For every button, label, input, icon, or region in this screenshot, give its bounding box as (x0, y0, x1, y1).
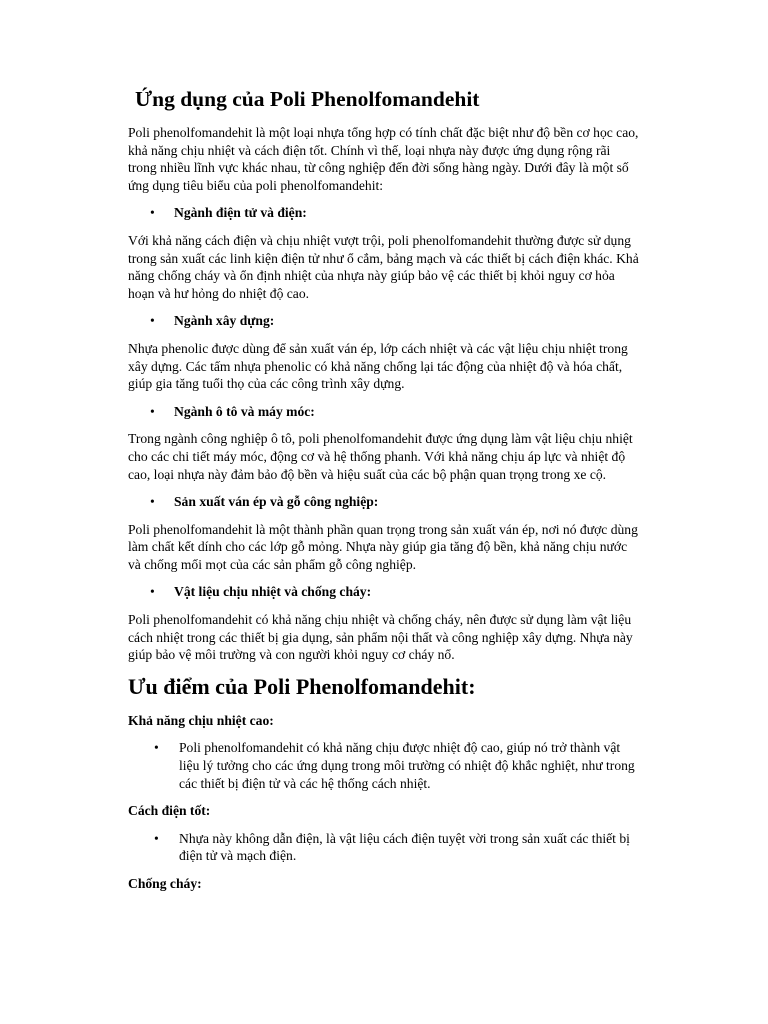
application-bullet (128, 403, 642, 421)
application-heading: • Sản xuất ván ép và gỗ công nghiệp: (128, 493, 642, 511)
application-bullet (128, 312, 642, 330)
page-title: Ứng dụng của Poli Phenolfomandehit (135, 87, 480, 111)
application-paragraph: Trong ngành công nghiệp ô tô, poli phenolfomandehit được ứng dụng làm vật liệu chịu nhiệt cho các chi tiết máy móc, động cơ và hệ thống phanh. Với khả năng chịu áp lực và nhiệt độ cao, loại nhựa này đảm bảo độ bền và hiệu suất của các bộ phận quan trọng trong xe cộ. (128, 431, 633, 482)
application-heading: • Ngành xây dựng: (128, 312, 642, 330)
application-paragraph: Với khả năng cách điện và chịu nhiệt vượt trội, poli phenolfomandehit thường được sử dụng trong sản xuất các linh kiện điện tử như ổ cắm, bảng mạch và các thiết bị cách điện khác. Khả năng chống cháy và ổn định nhiệt của nhựa này giúp bảo vệ các thiết bị khỏi nguy cơ hỏa hoạn và hư hỏng do nhiệt độ cao. (128, 232, 639, 301)
advantage-heading: Chống cháy: (128, 876, 202, 891)
advantages-title: Ưu điểm của Poli Phenolfomandehit: (128, 673, 476, 699)
advantage-heading: Khả năng chịu nhiệt cao: (128, 712, 274, 728)
application-paragraph: Poli phenolfomandehit có khả năng chịu nhiệt và chống cháy, nên được sử dụng làm vật liệu cách nhiệt trong các thiết bị gia dụng, sản phẩm nội thất và công nghiệp xây dựng. Nhựa này giúp bảo vệ môi trường và con người khỏi nguy cơ cháy nổ. (128, 612, 633, 663)
advantage-item: • Poli phenolfomandehit có khả năng chịu được nhiệt độ cao, giúp nó trở thành vật liệu lý tưởng cho các ứng dụng trong môi trường có nhiệt độ khắc nghiệt, như trong các thiết bị điện tử và các hệ thống cách nhiệt. (128, 739, 642, 792)
application-bullet (128, 493, 642, 511)
application-heading: • Ngành điện tử và điện: (128, 204, 642, 222)
application-paragraph: Poli phenolfomandehit là một thành phần quan trọng trong sản xuất ván ép, nơi nó được dùng làm chất kết dính cho các lớp gỗ mỏng. Nhựa này giúp gia tăng độ bền, khả năng chịu nước và chống mối mọt của các sản phẩm gỗ công nghiệp. (128, 521, 638, 572)
advantage-item: • Nhựa này không dẫn điện, là vật liệu cách điện tuyệt vời trong sản xuất các thiết bị điện tử và mạch điện. (128, 830, 642, 865)
application-paragraph: Nhựa phenolic được dùng để sản xuất ván ép, lớp cách nhiệt và các vật liệu chịu nhiệt trong xây dựng. Các tấm nhựa phenolic có khả năng chống lại tác động của nhiệt độ và hóa chất, giúp gia tăng tuổi thọ của các công trình xây dựng. (128, 340, 628, 392)
application-bullet (128, 583, 642, 601)
intro-paragraph: Poli phenolfomandehit là một loại nhựa tổng hợp có tính chất đặc biệt như độ bền cơ học cao, khả năng chịu nhiệt và cách điện tốt. Chính vì thế, loại nhựa này được ứng dụng rộng rãi trong nhiều lĩnh vực khác nhau, từ công nghiệp đến đời sống hàng ngày. Dưới đây là một số ứng dụng tiêu biểu của poli phenolfomandehit: (128, 125, 639, 193)
application-heading: • Vật liệu chịu nhiệt và chống cháy: (128, 583, 642, 601)
advantage-list (128, 830, 642, 865)
advantage-list (128, 739, 642, 792)
application-bullet (128, 204, 642, 222)
document-content (128, 86, 642, 903)
advantage-heading: Cách điện tốt: (128, 803, 211, 819)
application-heading: • Ngành ô tô và máy móc: (128, 403, 642, 421)
